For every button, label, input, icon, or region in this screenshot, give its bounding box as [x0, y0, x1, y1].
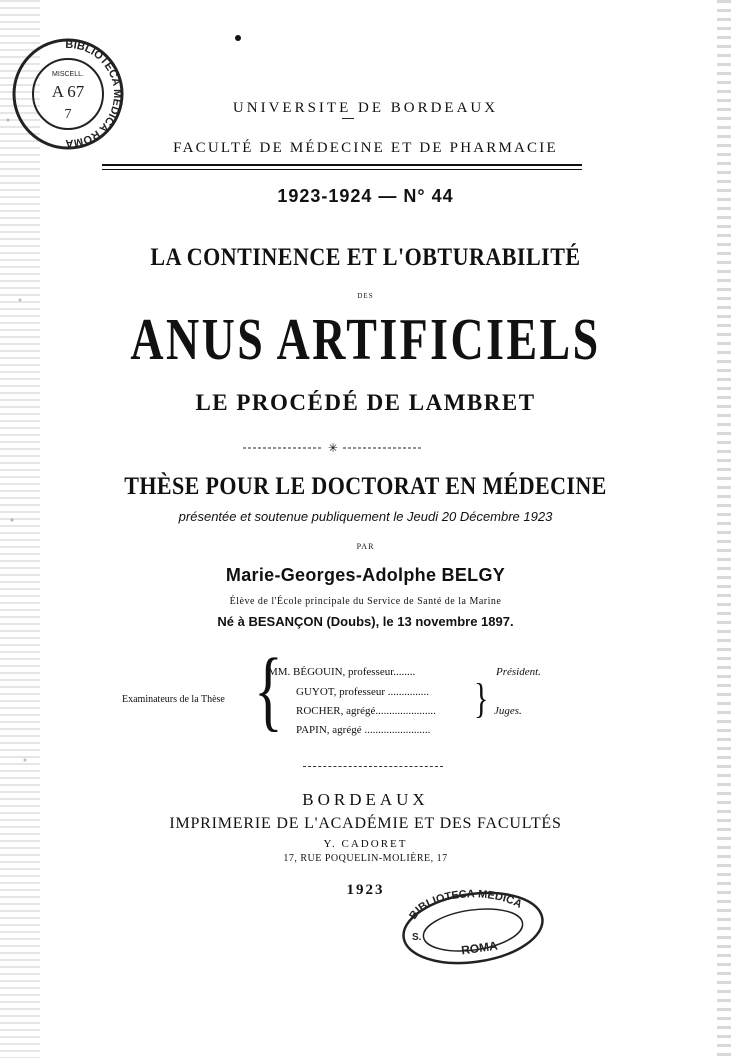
rule-thick — [102, 164, 582, 166]
scan-edge-right — [717, 0, 731, 1058]
role-president: Président. — [496, 666, 541, 678]
author-birth: Né à BESANÇON (Doubs), le 13 novembre 1897. — [217, 614, 514, 629]
examiner-1: MM. BÉGOUIN, professeur........ — [268, 666, 416, 678]
brace-left: { — [254, 640, 283, 740]
stamp-ring-text: BIBLIOTECA MEDICA ROMA — [65, 38, 124, 150]
examiner-3: ROCHER, agrégé...................... — [296, 705, 436, 717]
examiner-2: GUYOT, professeur ............... — [296, 686, 429, 698]
scan-edge-left — [0, 0, 40, 1058]
examiners-label: Examinateurs de la Thèse — [122, 694, 225, 705]
title-line-1: LA CONTINENCE ET L'OBTURABILITÉ — [150, 242, 581, 271]
oval-stamp-prefix: S. — [412, 932, 422, 943]
by-label: PAR — [356, 542, 375, 551]
stamp-number: 7 — [64, 107, 72, 122]
title-connector: DES — [357, 292, 374, 300]
publisher-address: 17, RUE POQUELIN-MOLIÈRE, 17 — [283, 853, 448, 864]
main-title: ANUS ARTIFICIELS — [130, 307, 601, 373]
oval-stamp-text: BIBLIOTECA MEDICA — [407, 888, 524, 922]
svg-text:✳: ✳ — [327, 442, 339, 454]
faculty-name: FACULTÉ DE MÉDECINE ET DE PHARMACIE — [173, 140, 558, 156]
examiner-4: PAPIN, agrégé ........................ — [296, 724, 431, 736]
rule-thin — [102, 169, 582, 170]
university-name: UNIVERSITE DE BORDEAUX — [232, 100, 499, 116]
library-stamp-top — [8, 34, 128, 154]
divider-dashed — [303, 766, 443, 768]
thesis-year-number: 1923-1924 — N° 44 — [277, 186, 454, 206]
subtitle: LE PROCÉDÉ DE LAMBRET — [195, 390, 536, 415]
ink-dot — [235, 35, 241, 41]
oval-stamp-city: ROMA — [460, 938, 499, 958]
library-stamp-bottom — [398, 888, 548, 968]
role-juges: Juges. — [494, 705, 522, 717]
publisher-printer: Y. CADORET — [323, 838, 408, 850]
thesis-heading: THÈSE POUR LE DOCTORAT EN MÉDECINE — [124, 471, 607, 500]
author-name: Marie-Georges-Adolphe BELGY — [225, 565, 506, 585]
stamp-shelf: A 67 — [51, 82, 85, 101]
stamp-label: MISCELL. — [52, 71, 84, 78]
publication-year: 1923 — [346, 882, 385, 898]
ornament-divider — [243, 442, 423, 454]
divider-small — [342, 118, 354, 119]
publisher-press: IMPRIMERIE DE L'ACADÉMIE ET DES FACULTÉS — [169, 815, 562, 832]
thesis-presented: présentée et soutenue publiquement le Jeudi 20 Décembre 1923 — [178, 509, 553, 524]
author-title: Élève de l'École principale du Service de Santé de la Marine — [229, 596, 502, 607]
brace-right: } — [474, 676, 489, 723]
svg-text:BIBLIOTECA MEDICA — [407, 888, 524, 921]
publisher-city: BORDEAUX — [302, 790, 429, 809]
